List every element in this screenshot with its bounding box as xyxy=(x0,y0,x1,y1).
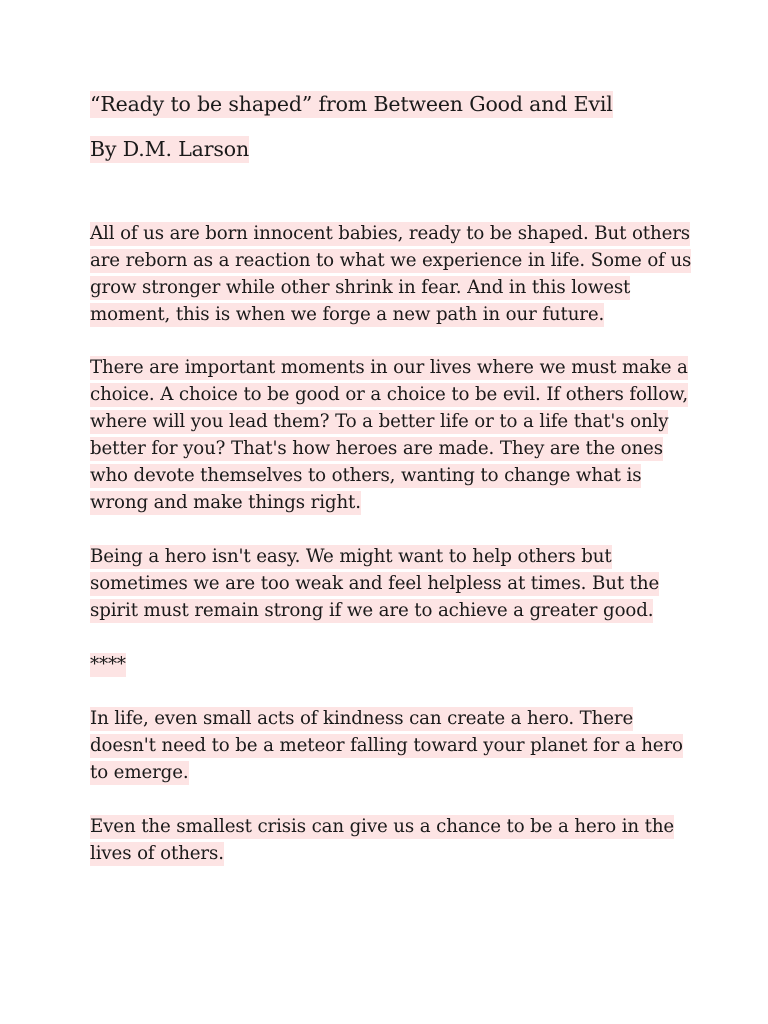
text-line: are reborn as a reaction to what we experience in life. Some of us xyxy=(90,250,692,271)
text-line: choice. A choice to be good or a choice to be evil. If others follow, xyxy=(90,384,689,405)
paragraph-2-line-5 xyxy=(90,465,641,486)
paragraph-3-line-2 xyxy=(90,573,659,594)
document-author-line xyxy=(90,137,249,161)
text-line: Being a hero isn't easy. We might want to help others but xyxy=(90,546,612,567)
paragraph-5-line-3 xyxy=(90,762,189,783)
text-line: doesn't need to be a meteor falling toward your planet for a hero xyxy=(90,735,683,756)
paragraph-1-line-2 xyxy=(90,250,691,271)
paragraph-2-line-3 xyxy=(90,411,668,432)
paragraph-5-line-2 xyxy=(90,735,683,756)
text-line: Even the smallest crisis can give us a chance to be a hero in the xyxy=(90,816,675,837)
text-line: sometimes we are too weak and feel helpless at times. But the xyxy=(90,573,660,594)
text-line: who devote themselves to others, wanting to change what is xyxy=(90,465,642,486)
separator-text: **** xyxy=(90,654,126,675)
paragraph-6-line-1 xyxy=(90,816,674,837)
text-line: to emerge. xyxy=(90,762,189,783)
text-line: There are important moments in our lives where we must make a xyxy=(90,357,688,378)
section-separator xyxy=(90,654,126,675)
text-line: In life, even small acts of kindness can create a hero. There xyxy=(90,708,634,729)
paragraph-2-line-2 xyxy=(90,384,688,405)
paragraph-2-line-6 xyxy=(90,492,361,513)
text-line: better for you? That's how heroes are made. They are the ones xyxy=(90,438,663,459)
paragraph-1-line-1 xyxy=(90,223,690,244)
paragraph-5-line-1 xyxy=(90,708,633,729)
document-title-line xyxy=(90,92,613,116)
paragraph-2-line-1 xyxy=(90,357,688,378)
text-line: wrong and make things right. xyxy=(90,492,361,513)
text-line: lives of others. xyxy=(90,843,224,864)
paragraph-1-line-3 xyxy=(90,277,630,298)
text-line: where will you lead them? To a better life or to a life that's only xyxy=(90,411,669,432)
text-line: All of us are born innocent babies, ready to be shaped. But others xyxy=(90,223,690,244)
text-line: grow stronger while other shrink in fear. And in this lowest xyxy=(90,277,631,298)
text-line: spirit must remain strong if we are to achieve a greater good. xyxy=(90,600,654,621)
paragraph-6-line-2 xyxy=(90,843,224,864)
document-title: “Ready to be shaped” from Between Good and Evil xyxy=(90,92,613,116)
paragraph-3-line-3 xyxy=(90,600,653,621)
paragraph-1-line-4 xyxy=(90,304,604,325)
text-line: moment, this is when we forge a new path in our future. xyxy=(90,304,605,325)
paragraph-2-line-4 xyxy=(90,438,663,459)
paragraph-3-line-1 xyxy=(90,546,612,567)
document-author: By D.M. Larson xyxy=(90,137,250,161)
